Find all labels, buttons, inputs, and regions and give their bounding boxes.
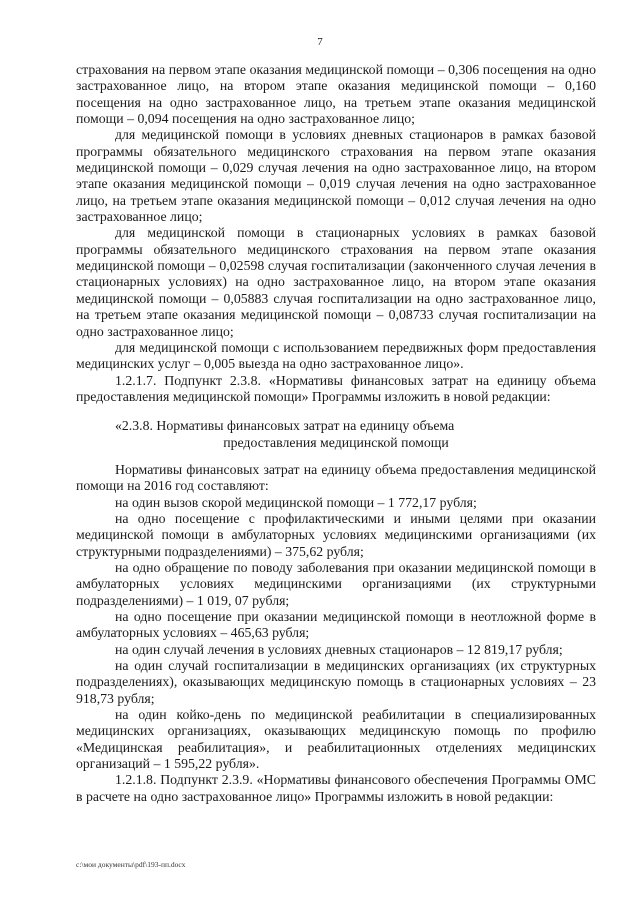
paragraph-ambulance-call-cost: на один вызов скорой медицинской помощи – 1 772,17 рубля; — [115, 494, 477, 510]
section-heading-2-3-8: «2.3.8. Нормативы финансовых затрат на единицу объема — [115, 418, 455, 434]
paragraph-inpatient-norms: для медицинской помощи в стационарных условиях в рамках базовой программы обязательного медицинского страхования на первом этапе оказания медицинской помощи – 0,02598 случая госпитализации (законченного случая лечения в стационарных условиях) на одно застрахованное лицо, на втором этапе оказания медицинской помощи – 0,05883 случая госпитализации на одно застрахованное лицо, на третьем этапе оказания медицинской помощи – 0,08733 случая госпитализации на одно застрахованное лицо; — [76, 225, 596, 339]
paragraph-urgent-visit-cost: на одно посещение при оказании медицинской помощи в неотложной форме в амбулаторных условиях – 465,63 рубля; — [76, 609, 596, 641]
paragraph-outpatient-norms: страхования на первом этапе оказания медицинской помощи – 0,306 посещения на одно застрахованное лицо, на втором этапе оказания медицинской помощи – 0,160 посещения на одно застрахованное лицо, на третьем этапе оказания медицинской помощи – 0,094 посещения на одно застрахованное лицо; — [76, 62, 596, 127]
paragraph-day-hospital-norms: для медицинской помощи в условиях дневных стационаров в рамках базовой программы обязательного медицинского страхования на первом этапе оказания медицинской помощи – 0,029 случая лечения на одно застрахованное лицо, на втором этапе оказания медицинской помощи – 0,019 случая лечения на одно застрахованное лицо, на третьем этапе оказания медицинской помощи – 0,012 случая лечения на одно застрахованное лицо; — [76, 127, 596, 225]
paragraph-hospitalization-cost: на один случай госпитализации в медицинских организациях (их структурных подразделениях), оказывающих медицинскую помощь в стационарных условиях – 23 918,73 рубля; — [76, 658, 596, 706]
document-body — [76, 62, 596, 805]
paragraph-subclause-1-2-1-8: 1.2.1.8. Подпункт 2.3.9. «Нормативы финансового обеспечения Программы ОМС в расчете на одно застрахованное лицо» Программы изложить в новой редакции: — [76, 772, 596, 804]
paragraph-disease-visit-cost: на одно обращение по поводу заболевания при оказании медицинской помощи в амбулаторных условиях медицинскими организациями (их структурными подразделениями) – 1 019, 07 рубля; — [76, 559, 596, 608]
page-number: 7 — [317, 36, 323, 48]
paragraph-day-hospital-cost: на один случай лечения в условиях дневных стационаров – 12 819,17 рубля; — [115, 641, 563, 657]
footer-file-path: c:\мои документы\pdf\193-пп.docx — [76, 860, 186, 869]
paragraph-mobile-forms-norms: для медицинской помощи с использованием передвижных форм предоставления медицинских услуг – 0,005 выезда на одно застрахованное лицо». — [76, 339, 596, 372]
paragraph-subclause-1-2-1-7: 1.2.1.7. Подпункт 2.3.8. «Нормативы финансовых затрат на единицу объема предоставления медицинской помощи» Программы изложить в новой редакции: — [76, 372, 596, 404]
paragraph-rehabilitation-cost: на один койко-день по медицинской реабилитации в специализированных медицинских организациях, оказывающих медицинскую помощь по профилю «Медицинская реабилитация», и реабилитационных отделениях медицинских организаций – 1 595,22 рубля». — [76, 707, 596, 772]
paragraph-preventive-visit-cost: на одно посещение с профилактическими и иными целями при оказании медицинской помощи в амбулаторных условиях медицинскими организациями (их структурными подразделениями) – 375,62 рубля; — [76, 510, 596, 559]
section-heading-2-3-8-line2: предоставления медицинской помощи — [223, 434, 449, 450]
paragraph-cost-norms-intro: Нормативы финансовых затрат на единицу объема предоставления медицинской помощи на 2016 год составляют: — [76, 461, 596, 494]
